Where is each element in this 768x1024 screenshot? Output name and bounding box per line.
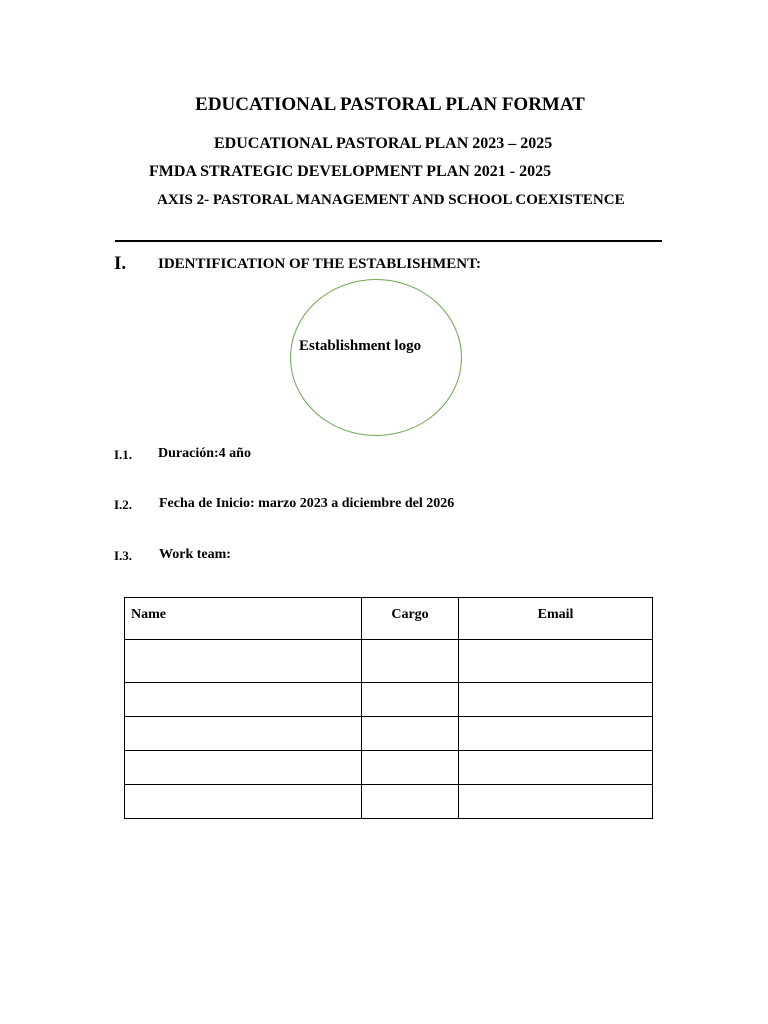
column-header-cargo: Cargo	[362, 598, 459, 640]
logo-placeholder-label: Establishment logo	[299, 338, 422, 354]
axis-subtitle: AXIS 2- PASTORAL MANAGEMENT AND SCHOOL COEXISTENCE	[157, 192, 625, 208]
horizontal-rule	[115, 240, 662, 242]
column-header-email: Email	[459, 598, 653, 640]
item-duration: Duración:4 año	[158, 446, 251, 461]
table-header-row	[125, 598, 653, 640]
document-title: EDUCATIONAL PASTORAL PLAN FORMAT	[195, 94, 585, 115]
table-cell-cargo[interactable]	[362, 640, 459, 683]
table-cell-cargo[interactable]	[362, 751, 459, 785]
table-row	[125, 785, 653, 819]
table-row	[125, 751, 653, 785]
table-cell-email[interactable]	[459, 683, 653, 717]
table-cell-email[interactable]	[459, 640, 653, 683]
table-cell-cargo[interactable]	[362, 683, 459, 717]
item-number-duration: I.1.	[114, 447, 133, 462]
table-cell-cargo[interactable]	[362, 717, 459, 751]
table-row	[125, 683, 653, 717]
column-header-name: Name	[125, 598, 362, 640]
table-cell-email[interactable]	[459, 785, 653, 819]
section-title: IDENTIFICATION OF THE ESTABLISHMENT:	[158, 256, 481, 272]
section-number: I.	[114, 253, 127, 274]
plan-subtitle: EDUCATIONAL PASTORAL PLAN 2023 – 2025	[214, 135, 553, 152]
item-number-start-date: I.2.	[114, 497, 133, 512]
table-cell-email[interactable]	[459, 751, 653, 785]
table-cell-email[interactable]	[459, 717, 653, 751]
table-row	[125, 640, 653, 683]
table-cell-cargo[interactable]	[362, 785, 459, 819]
table-row	[125, 717, 653, 751]
table-cell-name[interactable]	[125, 785, 362, 819]
strategic-plan-subtitle: FMDA STRATEGIC DEVELOPMENT PLAN 2021 - 2025	[149, 163, 552, 180]
logo-placeholder-circle	[290, 279, 462, 436]
table-cell-name[interactable]	[125, 683, 362, 717]
work-team-table	[124, 597, 653, 819]
item-start-date: Fecha de Inicio: marzo 2023 a diciembre del 2026	[159, 496, 455, 511]
item-number-work-team: I.3.	[114, 548, 133, 563]
item-work-team: Work team:	[159, 547, 231, 562]
table-cell-name[interactable]	[125, 751, 362, 785]
table-cell-name[interactable]	[125, 640, 362, 683]
table-cell-name[interactable]	[125, 717, 362, 751]
